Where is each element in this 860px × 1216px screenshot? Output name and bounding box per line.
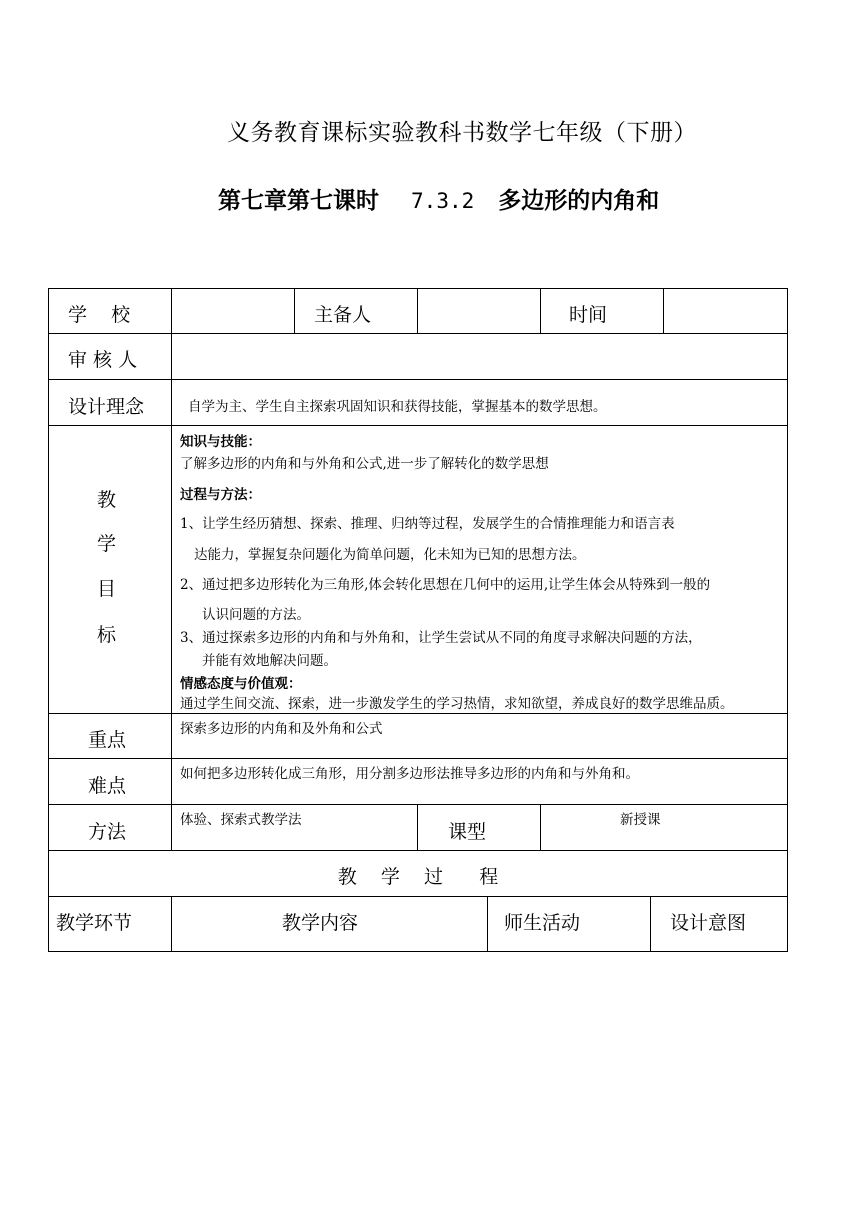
difficulty-label: 难点 <box>88 775 127 797</box>
design-concept-text: 自学为主、学生自主探索巩固知识和获得技能，掌握基本的数学思想。 <box>188 399 607 415</box>
process-item-1b: 达能力，掌握复杂问题化为简单问题，化未知为已知的思想方法。 <box>194 547 586 563</box>
school-label: 学 校 <box>68 304 131 326</box>
lesson-topic: 多边形的内角和 <box>498 187 660 214</box>
section-number: 7.3.2 <box>411 189 475 213</box>
emotion-heading: 情感态度与价值观： <box>180 676 302 692</box>
process-heading: 过程与方法： <box>180 487 261 503</box>
column-header-content: 教学内容 <box>282 912 359 934</box>
time-label: 时间 <box>569 304 608 326</box>
objectives-label-char: 学 <box>97 533 117 555</box>
preparer-label: 主备人 <box>314 304 372 326</box>
process-item-1a: 1、让学生经历猜想、探索、推理、归纳等过程，发展学生的合情推理能力和语言表 <box>180 516 675 532</box>
document-title: 义务教育课标实验教科书数学七年级（下册） <box>227 120 697 146</box>
lesson-title <box>218 182 659 215</box>
method-text: 体验、探索式教学法 <box>180 812 302 828</box>
lesson-label: 第七章第七课时 <box>218 187 379 214</box>
knowledge-text: 了解多边形的内角和与外角和公式,进一步了解转化的数学思想 <box>180 456 549 472</box>
column-header-activity: 师生活动 <box>504 912 581 934</box>
process-title: 教 学 过 程 <box>337 866 499 888</box>
process-item-3a: 3、通过探索多边形的内角和与外角和，让学生尝试从不同的角度寻求解决问题的方法， <box>180 630 702 646</box>
reviewer-label: 审 核 人 <box>68 349 138 371</box>
process-item-3b: 并能有效地解决问题。 <box>202 653 337 669</box>
difficulty-text: 如何把多边形转化成三角形，用分割多边形法推导多边形的内角和与外角和。 <box>180 766 639 782</box>
column-header-stage: 教学环节 <box>56 912 133 934</box>
column-header-intent: 设计意图 <box>670 912 747 934</box>
objectives-label-char: 标 <box>97 624 117 646</box>
objectives-label-char: 目 <box>97 578 117 600</box>
lesson-type-label: 课型 <box>448 821 487 843</box>
knowledge-heading: 知识与技能： <box>180 434 261 450</box>
process-item-2a: 2、通过把多边形转化为三角形,体会转化思想在几何中的运用,让学生体会从特殊到一般的 <box>180 577 711 593</box>
process-item-2b: 认识问题的方法。 <box>202 607 310 623</box>
focus-label: 重点 <box>88 729 127 751</box>
emotion-text: 通过学生间交流、探索，进一步激发学生的学习热情，求知欲望，养成良好的数学思维品质。 <box>180 696 734 712</box>
method-label: 方法 <box>88 821 127 843</box>
design-concept-label: 设计理念 <box>68 396 145 418</box>
lesson-type-text: 新授课 <box>620 812 661 828</box>
focus-text: 探索多边形的内角和及外角和公式 <box>180 721 383 737</box>
objectives-label-char: 教 <box>97 489 117 511</box>
